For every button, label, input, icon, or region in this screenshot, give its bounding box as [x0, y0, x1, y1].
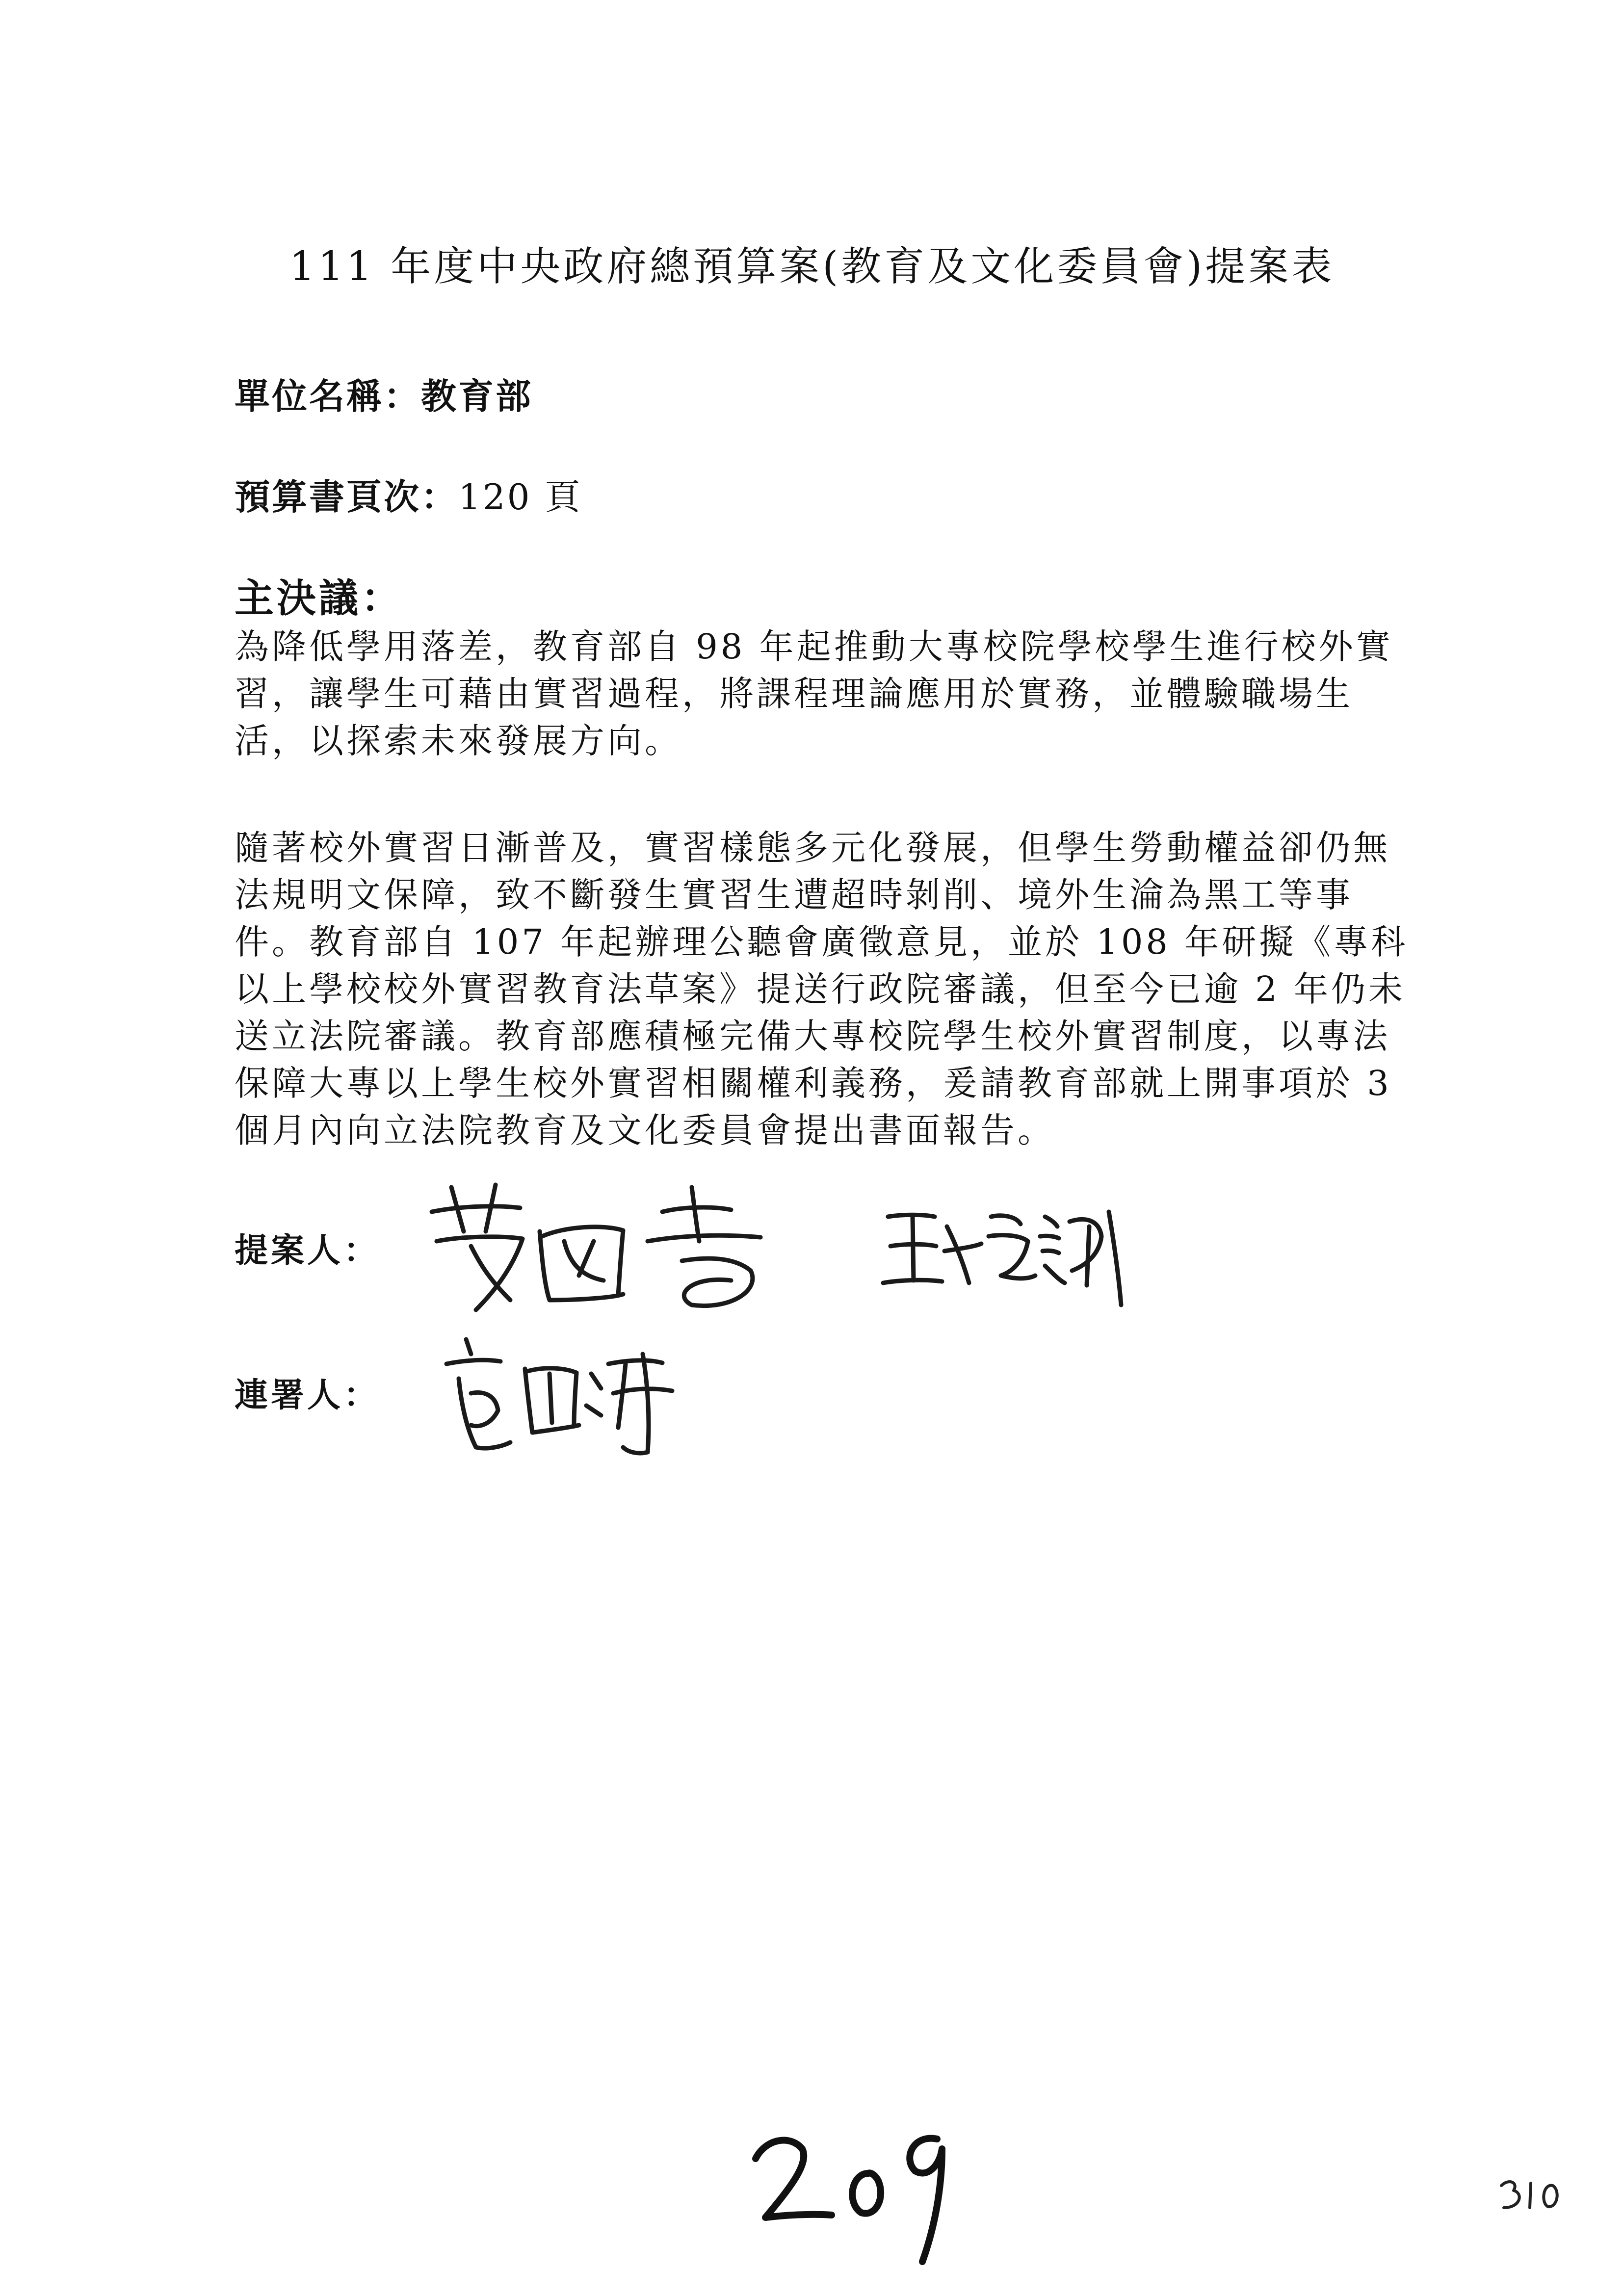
document-title: 111 年度中央政府總預算案(教育及文化委員會)提案表	[289, 243, 1335, 290]
handwritten-signature-3-icon	[432, 1325, 707, 1462]
cosigner-label: 連署人：	[235, 1376, 380, 1415]
budget-page-label: 預算書頁次：	[235, 476, 459, 518]
proposer-label: 提案人：	[235, 1231, 380, 1270]
budget-page-value: 120 頁	[458, 476, 582, 518]
budget-page-field	[235, 469, 582, 520]
resolution-paragraph-1: 為降低學用落差，教育部自 98 年起推動大專校院學校學生進行校外實習，讓學生可藉由實習過程，將課程理論應用於實務，並體驗職場生活，以探索未來發展方向。	[235, 626, 1393, 761]
handwritten-page-number-icon	[746, 2105, 971, 2271]
unit-label: 單位名稱：	[235, 375, 421, 417]
handwritten-signature-1-icon	[417, 1177, 810, 1325]
unit-field	[235, 368, 533, 419]
corner-page-number-icon	[1496, 2173, 1565, 2218]
resolution-heading: 主決議：	[235, 575, 403, 621]
resolution-paragraph-2: 隨著校外實習日漸普及，實習樣態多元化發展，但學生勞動權益卻仍無法規明文保障，致不斷發生實習生遭超時剝削、境外生淪為黑工等事件。教育部自 107 年起辦理公聽會廣徵意見，並於 108 年研擬《專科以上學校校外實習教育法草案》提送行政院審議，但至今已逾 2 年仍未送立法院審議。教育部應積極完備大專校院學生校外實習制度，以專法保障大專以上學生校外實習相關權利義務，爰請教育部就上開事項於 3 個月內向立法院教育及文化委員會提出書面報告。	[235, 828, 1409, 1150]
handwritten-signature-2-icon	[878, 1197, 1133, 1315]
unit-value: 教育部	[421, 375, 533, 417]
